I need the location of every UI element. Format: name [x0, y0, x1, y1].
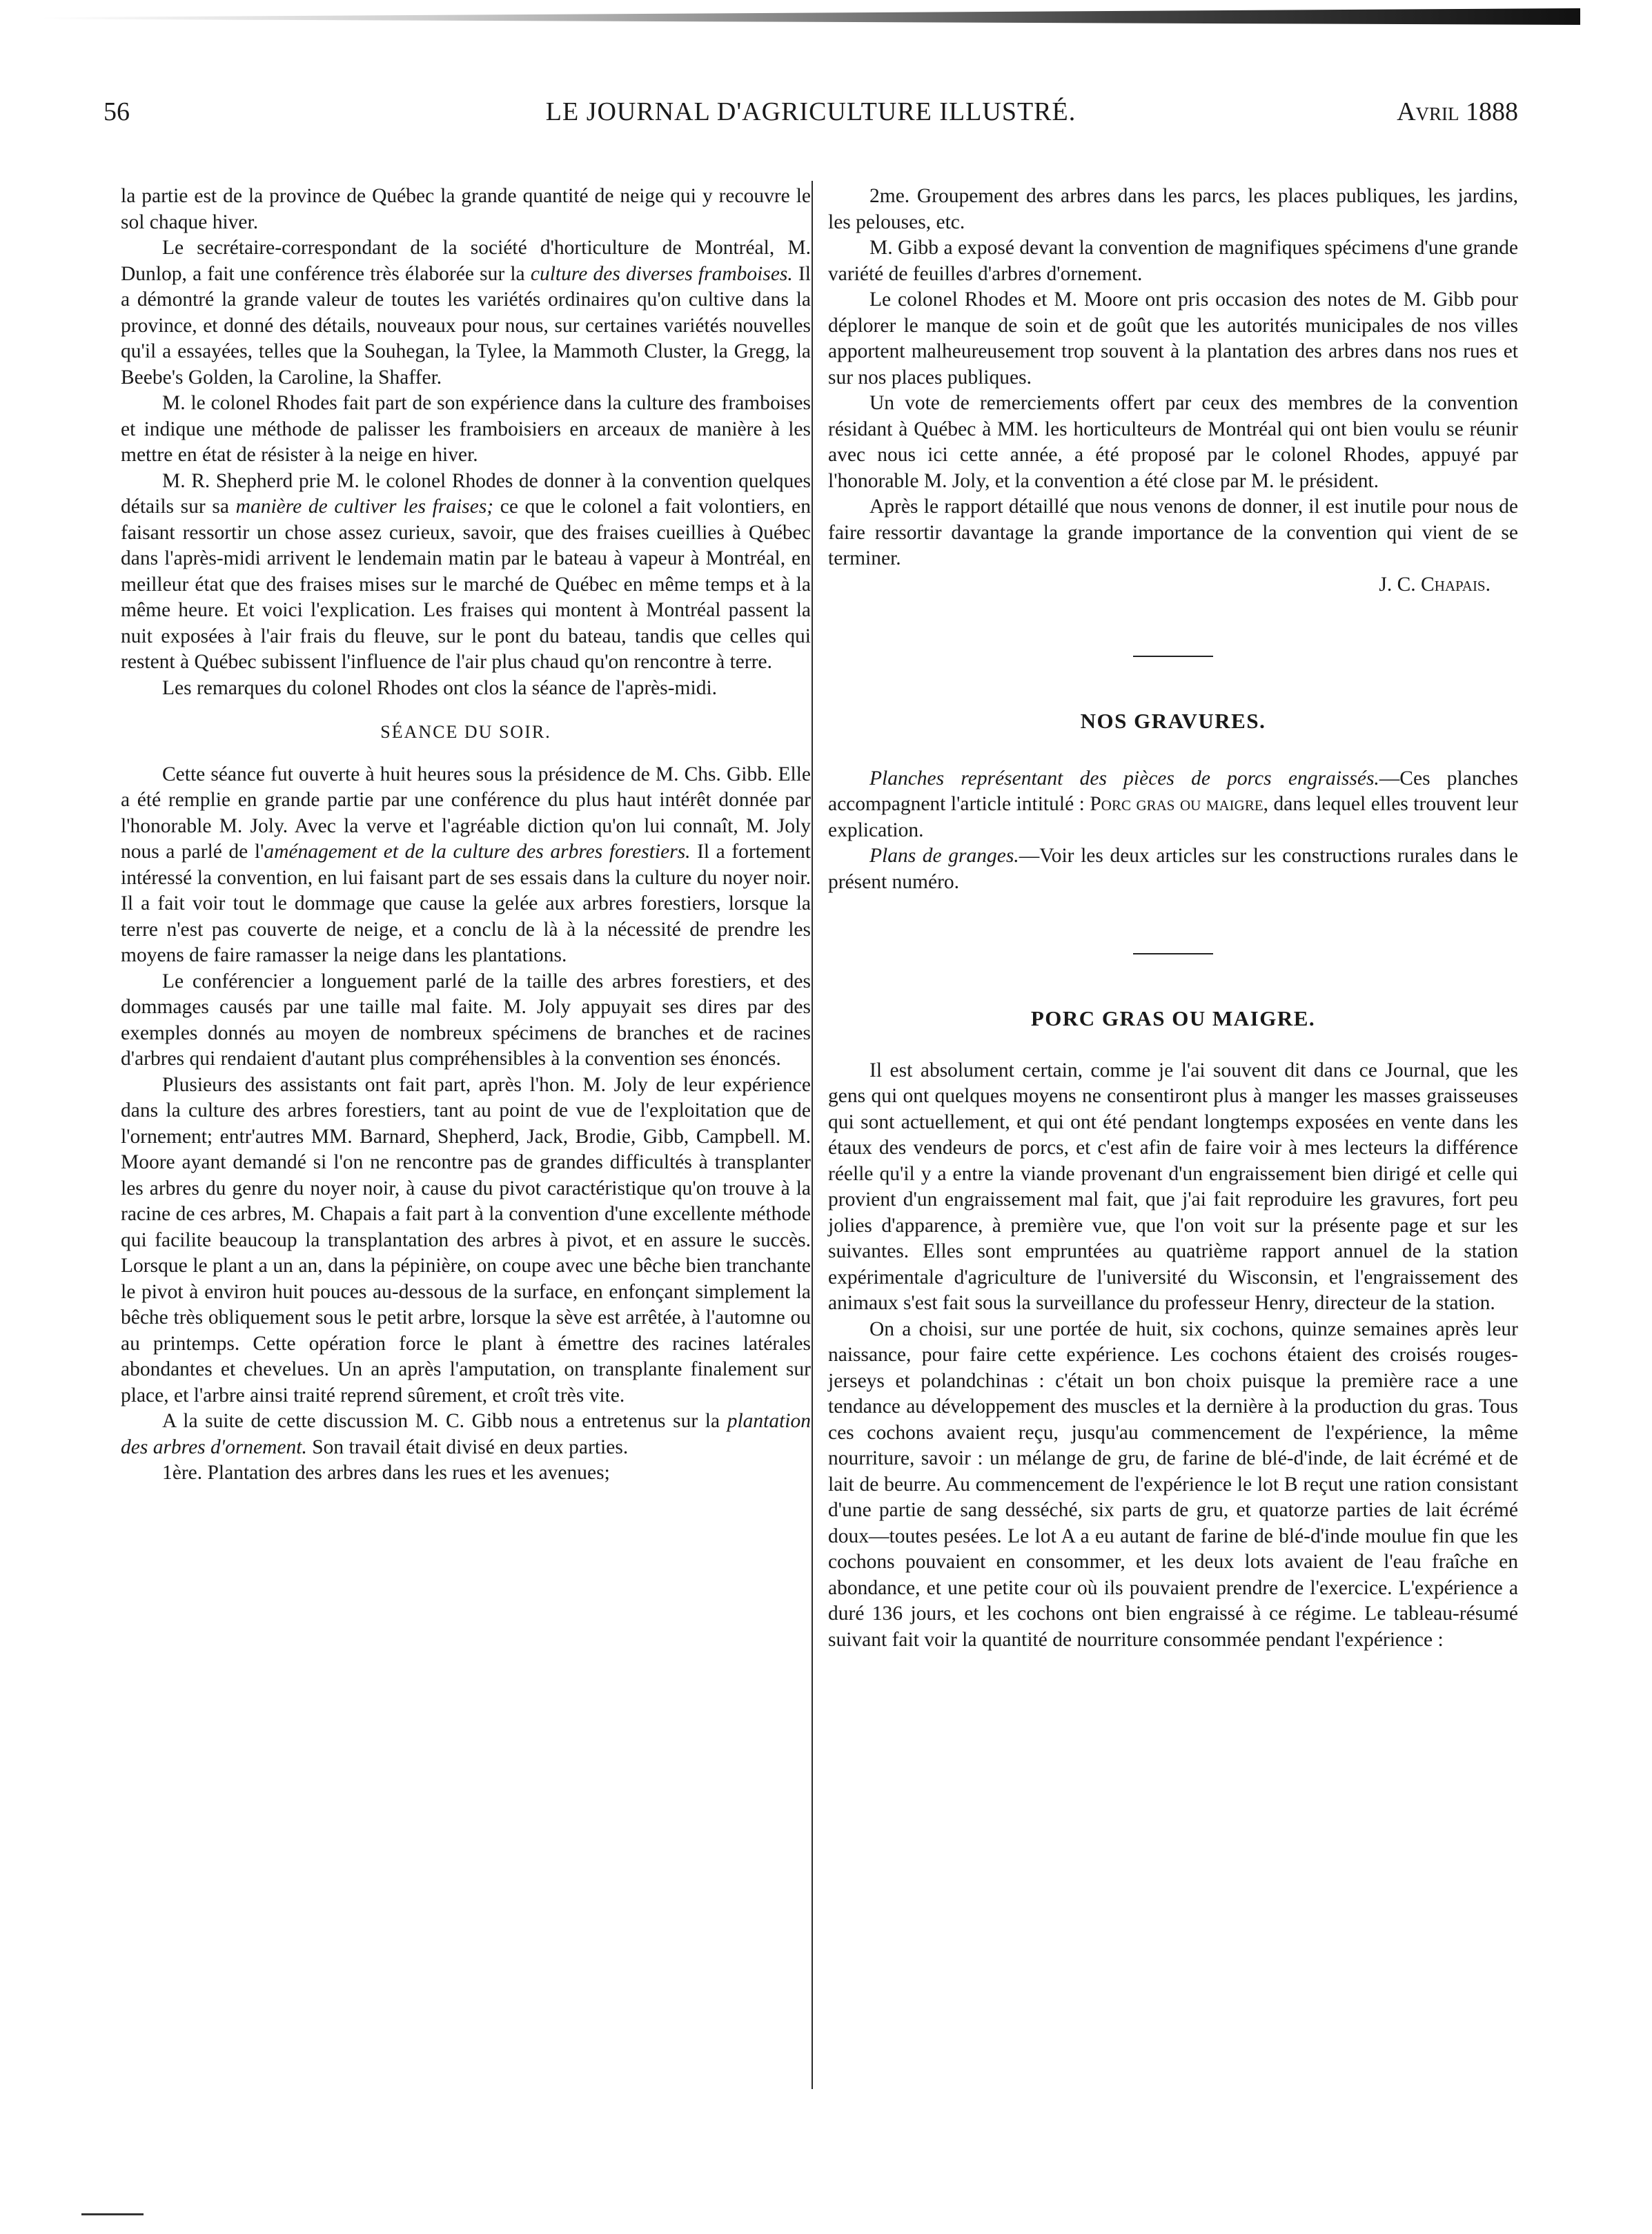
left-column	[121, 184, 811, 1487]
page-header	[104, 97, 1518, 138]
paragraph: Les remarques du colonel Rhodes ont clos la séance de l'après-midi.	[162, 676, 718, 699]
paragraph: Le conférencier a longuement parlé de la taille des arbres forestiers, et des dommages causés par une taille mal faite. M. Joly appuyait ses dires par des exemples donnés au moyen de nombreux spécimens de branches et de racines d'arbres qui rendaient d'autant plus compréhensibles à la convention ses énoncés.	[121, 970, 811, 1070]
paragraph: Le secrétaire-correspondant de la société d'horticulture de Montréal, M. Dunlop, a fait une conférence très élaborée sur la culture des diverses framboises. Il a démontré la grande valeur de toutes les variétés ordinaires qu'on cultive dans la province, et donné des détails, nouveaux pour nous, sur certaines variétés nouvelles qu'il a essayées, telles que la Souhegan, la Tylee, la Mammoth Cluster, la Gregg, la Beebe's Golden, la Caroline, la Shaffer.	[121, 237, 811, 389]
paragraph: 1ère. Plantation des arbres dans les rues et les avenues;	[162, 1462, 610, 1484]
paragraph: On a choisi, sur une portée de huit, six cochons, quinze semaines après leur naissance, pour faire cette expérience. Les cochons étaient des croisés rouges-jerseys et polandchinas : c'était un bon choix puisque la première race a une tendance au développement des muscles et la dernière à la production du gras. Tous ces cochons avaient reçu, jusqu'au commencement de l'expérience, la même nourriture, savoir : un mélange de gru, de farine de blé-d'inde, de lait écrémé et de lait de beurre. Au commencement de l'expérience le lot B reçut une ration consistant d'une partie de sang desséché, six parts de gru, et quatorze parties de lait écrémé doux—toutes pesées. Le lot A a eu autant de farine de blé-d'inde moulue fin que les cochons pouvaient en consommer, et les deux lots avaient de l'eau fraîche en abondance, et une petite cour où ils pouvaient prendre de l'exercice. L'expérience a duré 136 jours, et les cochons ont bien engraissé à ce régime. Le tableau-résumé suivant fait voir la quantité de nourriture consommée pendant l'expérience :	[828, 1317, 1518, 1651]
paragraph: Plans de granges.—Voir les deux articles sur les constructions rurales dans le présent numéro.	[828, 845, 1518, 893]
journal-title: LE JOURNAL D'AGRICULTURE ILLUSTRÉ.	[545, 97, 1076, 126]
paragraph: A la suite de cette discussion M. C. Gibb nous a entretenus sur la plantation des arbres d'ornement. Son travail était divisé en deux parties.	[121, 1410, 811, 1458]
signature: J. C. Chapais.	[1379, 573, 1491, 596]
top-decorative-rule	[41, 8, 1580, 25]
article-reference: Porc gras ou maigre	[1090, 793, 1263, 815]
paragraph: M. le colonel Rhodes fait part de son expérience dans la culture des framboises et indique une méthode de palisser les framboisiers en arceaux de manière à les mettre en état de résister à la neige en hiver.	[121, 392, 811, 466]
bottom-rule	[81, 2213, 144, 2215]
section-divider	[1133, 656, 1213, 657]
paragraph: Le colonel Rhodes et M. Moore ont pris occasion des notes de M. Gibb pour déplorer le manque de soin et de goût que les autorités municipales de nos villes apportent malheureusement trop souvent à la plantation des arbres dans nos rues et sur nos places publiques.	[828, 288, 1518, 389]
emphasis-title: Plans de granges.	[869, 845, 1019, 867]
paragraph: M. R. Shepherd prie M. le colonel Rhodes de donner à la convention quelques détails sur sa manière de cultiver les fraises; ce que le colonel a fait volontiers, en faisant ressortir un chose assez curieux, savoir, que des fraises cueillies à Québec dans l'après-midi arrivent le lendemain matin par le bateau à vapeur à Montréal, en meilleur état que des fraises mises sur le marché de Québec en même temps et à la même heure. Et voici l'explication. Les fraises qui montent à Montréal passent la nuit exposées à l'air frais du fleuve, sur le pont du bateau, tandis que celles qui restent à Québec subissent l'influence de l'air plus chaud qu'on rencontre à terre.	[121, 469, 811, 673]
emphasis-title: Planches représentant des pièces de porcs engraissés.	[869, 767, 1379, 790]
issue-date: Avril 1888	[1397, 97, 1518, 126]
paragraph: Après le rapport détaillé que nous venons de donner, il est inutile pour nous de faire ressortir davantage la grande importance de la convention qui vient de se terminer.	[828, 496, 1518, 569]
emphasis-title: manière de cultiver les fraises;	[235, 496, 494, 518]
emphasis-title: culture des diverses framboises.	[530, 262, 793, 285]
section-heading-nos-gravures: NOS GRAVURES.	[1080, 709, 1266, 733]
paragraph: Cette séance fut ouverte à huit heures sous la présidence de M. Chs. Gibb. Elle a été remplie en grande partie par une conférence du plus haut intérêt donnée par l'honorable M. Joly. Avec la verve et l'agréable diction qu'on lui connaît, M. Joly nous a parlé de l'aménagement et de la culture des arbres forestiers. Il a fortement intéressé la convention, en lui faisant part de ses essais dans la culture du noyer noir. Il a fait voir tout le dommage que cause la gelée aux arbres forestiers, lorsque la terre n'est pas couverte de neige, et a conclu de là à la nécessité de prendre les moyens de faire ramasser la neige dans les plantations.	[121, 763, 811, 966]
paragraph: M. Gibb a exposé devant la convention de magnifiques spécimens d'une grande variété de feuilles d'arbres d'ornement.	[828, 237, 1518, 285]
right-column	[828, 184, 1518, 1653]
section-heading-porc-gras-ou-maigre: PORC GRAS OU MAIGRE.	[1030, 1006, 1316, 1030]
paragraph: Planches représentant des pièces de porcs engraissés.—Ces planches accompagnent l'article intitulé : Porc gras ou maigre, dans lequel elles trouvent leur explication.	[828, 767, 1518, 841]
emphasis-title: plantation des arbres d'ornement.	[121, 1410, 811, 1458]
section-divider	[1133, 953, 1213, 954]
subheading-seance-du-soir: SÉANCE DU SOIR.	[380, 722, 551, 742]
column-divider	[812, 181, 813, 2089]
paragraph: Plusieurs des assistants ont fait part, après l'hon. M. Joly de leur expérience dans la culture des arbres forestiers, tant au point de vue de l'exploitation que de l'ornement; entr'autres MM. Barnard, Shepherd, Jack, Brodie, Gibb, Campbell. M. Moore ayant demandé si l'on ne rencontre pas de grandes difficultés à transplanter les arbres du genre du noyer noir, à cause du pivot caractéristique qu'on trouve à la racine de ces arbres, M. Chapais a fait part à la convention d'une excellente méthode qui facilite beaucoup la transplantation des arbres à pivot, et en assure le succès. Lorsque le plant a un an, dans la pépinière, on coupe avec une bêche bien tranchante le pivot à environ huit pouces au-dessous de la surface, en enfonçant simplement la bêche très obliquement sous le petit arbre, lorsque la sève est arrêtée, à l'automne ou au printemps. Cette opération force le plant à émettre des racines latérales abondantes et chevelues. Un an après l'amputation, on transplante finalement sur place, et l'arbre ainsi traité reprend sûrement, et croît très vite.	[121, 1073, 811, 1407]
page-number: 56	[104, 97, 130, 126]
paragraph: Il est absolument certain, comme je l'ai souvent dit dans ce Journal, que les gens qui ont quelques moyens ne consentiront plus à manger les masses graisseuses qui sont actuellement, et qui ont été pendant longtemps exposées en vente dans les étaux des vendeurs de porcs, et c'est afin de faire voir à mes lecteurs la différence réelle qu'il y a entre la viande provenant d'un engraissement bien dirigé et celle qui provient d'un engraissement mal fait, que j'ai fait reproduire les gravures, fort peu jolies d'apparence, à première vue, que l'on voit sur la présente page et sur les suivantes. Elles sont empruntées au quatrième rapport annuel de la station expérimentale d'agriculture de l'université du Wisconsin, et l'engraissement des animaux s'est fait sous la surveillance du professeur Henry, directeur de la station.	[828, 1059, 1518, 1314]
paragraph: 2me. Groupement des arbres dans les parcs, les places publiques, les jardins, les pelouses, etc.	[828, 185, 1518, 233]
emphasis-title: aménagement et de la culture des arbres forestiers.	[264, 841, 691, 863]
paragraph: la partie est de la province de Québec la grande quantité de neige qui y recouvre le sol chaque hiver.	[121, 185, 811, 233]
paragraph: Un vote de remerciements offert par ceux des membres de la convention résidant à Québec à MM. les horticulteurs de Montréal qui ont bien voulu se réunir avec nous ici cette année, a été proposé par le colonel Rhodes, appuyé par l'honorable M. Joly, et la convention a été close par M. le président.	[828, 392, 1518, 492]
